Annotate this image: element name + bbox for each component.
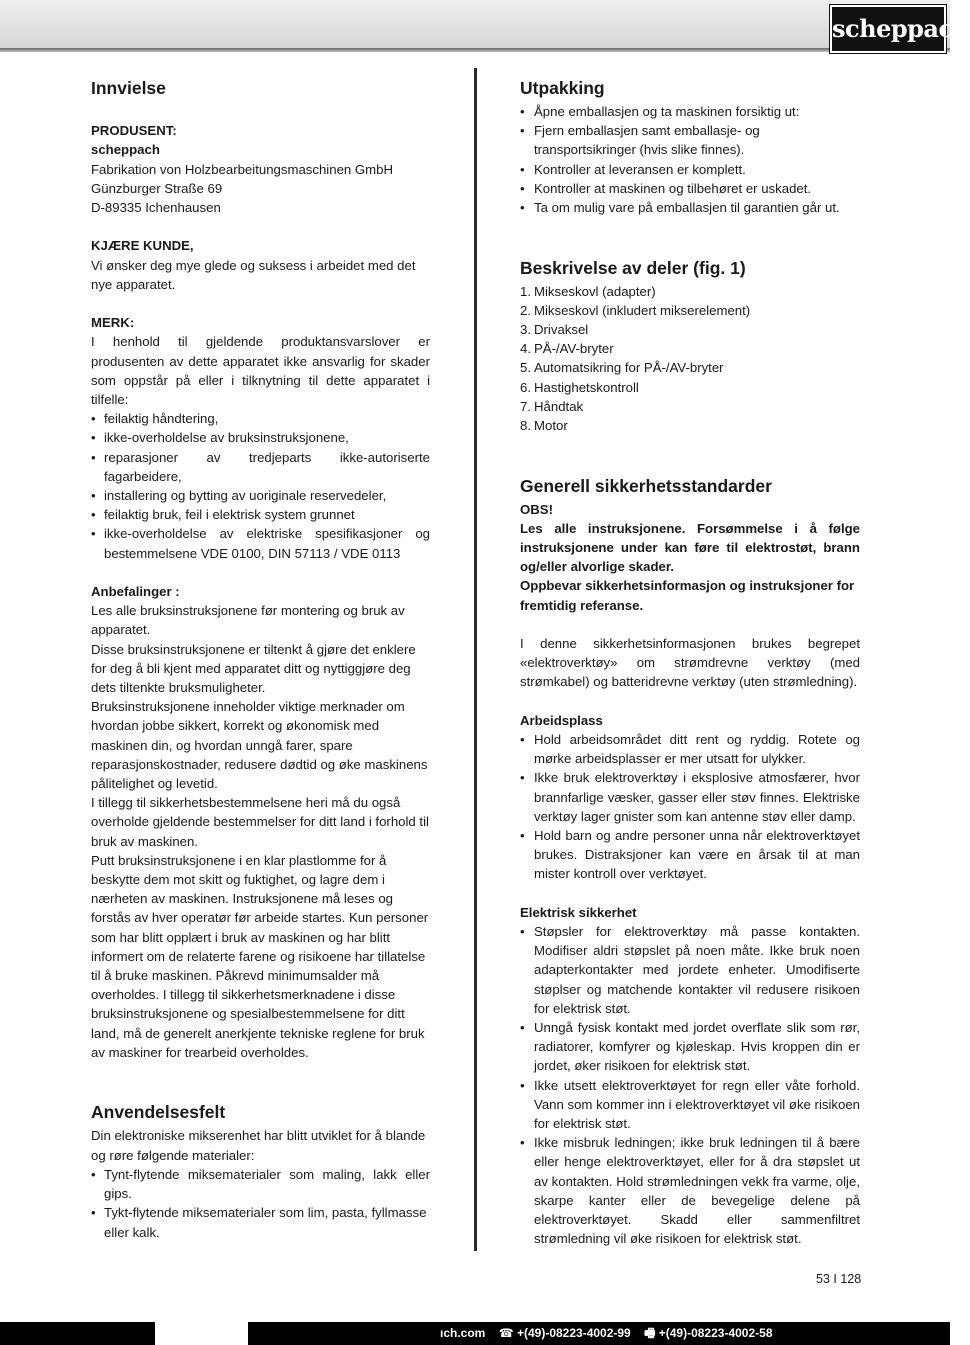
unpacking-heading: Utpakking [520, 78, 605, 98]
recommendation-paragraph: Les alle bruksinstruksjonene før montering og bruk av apparatet. [91, 603, 405, 638]
list-item: • Hold arbeidsområdet ditt rent og ryddig. Rotete og mørke arbeidsplasser er mer utsatt for ulykker. [520, 730, 860, 768]
list-item: • Kontroller at leveransen er komplett. [520, 160, 860, 179]
producer-label: PRODUSENT: [91, 123, 177, 139]
list-item: • Ikke utsett elektroverktøyet for regn eller våte forhold. Vann som kommer inn i elektroverktøyet vil øke risikoen for elektrisk støt. [520, 1076, 860, 1134]
list-item: • Støpsler for elektroverktøy må passe kontakten. Modifiser aldri støpslet på noen måte. Ikke bruk noen adapterkontakter med jordete enheter. Umodifiserte støplser og matchende kontakter vil redusere risikoen for elektrisk støt. [520, 922, 860, 1018]
parts-list [520, 282, 860, 436]
producer-name: scheppach [91, 142, 160, 158]
unpacking-list [520, 102, 860, 217]
list-item: • Ikke misbruk ledningen; ikke bruk ledningen til å bære eller henge elektroverktøyet, eller for å dra støpslet ut av kontakten. Hold strømledningen vekk fra varme, olje, skarpe kanter eller de bevegelige delene på elektroverktøyet. Skadd eller sammenfiltret strømledning vil øke risikoen for elektrisk støt. [520, 1133, 860, 1248]
page-number: 53 I 128 [816, 1272, 862, 1286]
workplace-label: Arbeidsplass [520, 712, 603, 728]
note-text: I henhold til gjeldende produktansvarslover er produsenten av dette apparatet ikke ansvarlig for skader som oppstår på eller i tilknytning til dette apparatet i tilfelle: [91, 334, 430, 407]
address-line: D-89335 Ichenhausen [91, 200, 221, 215]
list-item: • Hold barn og andre personer unna når elektroverktøyet brukes. Distraksjoner kan være en årsak til at man mister kontroll over verktøyet. [520, 826, 860, 884]
obs-label: OBS! [520, 501, 553, 517]
part-number: 7. [520, 398, 531, 414]
part-number: 2. [520, 302, 531, 318]
intro-heading: Innvielse [91, 78, 166, 98]
recommendation-paragraph: Bruksinstruksjonene inneholder viktige merknader om hvordan jobbe sikkert, korrekt og økonomisk med maskinen din, og hvordan unngå farer, spare reparasjonskostnader, redusere dødtid og øke maskinens pålitelighet og levetid. [91, 699, 428, 792]
use-text: Din elektroniske mikserenhet har blitt utviklet for å blande og røre følgende materialer: [91, 1128, 426, 1163]
list-item: • reparasjoner av tredjeparts ikke-autoriserte fagarbeidere, [91, 448, 430, 486]
footer-website: ıch.com [440, 1326, 486, 1340]
part-item [520, 378, 860, 397]
list-item: • Tykt-flytende miksematerialer som lim, pasta, fyllmasse eller kalk. [91, 1203, 430, 1241]
part-label: Mikseskovl (adapter) [534, 283, 656, 299]
part-number: 6. [520, 379, 531, 395]
part-label: Automatsikring for PÅ-/AV-bryter [534, 360, 724, 376]
footer-fax: 🖷 +(49)-08223-4002-58 [644, 1326, 773, 1340]
dear-customer-text: Vi ønsker deg mye glede og suksess i arbeidet med det nye apparatet. [91, 257, 416, 292]
list-item: • installering og bytting av uoriginale reservedeler, [91, 486, 430, 505]
part-label: Drivaksel [534, 322, 589, 338]
footer-contact [440, 1322, 783, 1345]
part-number: 4. [520, 341, 531, 357]
list-item: • Åpne emballasjen og ta maskinen forsiktig ut: [520, 102, 860, 121]
part-label: Håndtak [534, 398, 584, 414]
dear-customer-label: KJÆRE KUNDE, [91, 238, 194, 254]
list-item: • Tynt-flytende miksematerialer som maling, lakk eller gips. [91, 1165, 430, 1203]
footer-bar [0, 1322, 950, 1345]
part-number: 1. [520, 283, 531, 299]
right-column [520, 76, 860, 1249]
list-item: • feilaktig håndtering, [91, 409, 430, 428]
top-banner [0, 0, 950, 48]
use-list [91, 1165, 430, 1242]
part-number: 8. [520, 418, 531, 434]
list-item: • Ikke bruk elektroverktøy i eksplosive atmosfærer, hvor brannfarlige væsker, gasser eller støv finnes. Elektriske verktøy lager gnister som kan antenne støv eller damp. [520, 768, 860, 826]
use-heading: Anvendelsesfelt [91, 1102, 226, 1123]
part-item [520, 397, 860, 416]
recommendation-paragraph: Putt bruksinstruksjonene i en klar plastlomme for å beskytte dem mot skitt og fuktighet, og lagre dem i nærheten av maskinen. Instruksjonene må leses og forstås av hver operatør før arbeide startes. Kun personer som har blitt opplært i bruk av maskinen og har blitt informert om de relaterte farene og risikoene har tillatelse til å bruke maskinen. Påkrevd minimumsalder må overholdes. I tillegg til sikkerhetsmerknadene i disse bruksinstruksjonene og spesialbestemmelsene for ditt land, må de generelt anerkjente tekniske reglene for bruk av maskiner for trearbeid overholdes. [91, 852, 429, 1060]
part-item [520, 320, 860, 339]
part-number: 5. [520, 360, 531, 376]
recommendation-paragraph: I tillegg til sikkerhetsbestemmelsene heri må du også overholde gjeldende bestemmelser for ditt land i forhold til bruk av maskinen. [91, 795, 429, 849]
safety-heading: Generell sikkerhetsstandarder [520, 475, 772, 496]
recommendations-label: Anbefalinger : [91, 584, 180, 600]
top-banner-shadow [0, 48, 950, 52]
footer-white-block [155, 1322, 248, 1345]
part-label: Mikseskovl (inkludert mikserelement) [534, 302, 751, 318]
list-item: • ikke-overholdelse av elektriske spesifikasjoner og bestemmelsene VDE 0100, DIN 57113 / VDE 0113 [91, 524, 430, 562]
list-item: • Unngå fysisk kontakt med jordet overflate slik som rør, radiatorer, komfyrer og kjøleskap. Hvis kroppen din er jordet, øker risikoen for elektrisk støt. [520, 1018, 860, 1076]
workplace-list [520, 730, 860, 884]
list-item: • Fjern emballasjen samt emballasje- og transportsikringer (hvis slike finnes). [520, 121, 860, 159]
part-label: PÅ-/AV-bryter [534, 341, 614, 357]
footer-phone: ☎ +(49)-08223-4002-99 [498, 1326, 631, 1340]
brand-logo: scheppach [830, 5, 946, 53]
electric-safety-list [520, 922, 860, 1248]
safety-intro: I denne sikkerhetsinformasjonen brukes begrepet «elektroverktøy» om strømdrevne verktøy (med strømkabel) og batteridrevne verktøy (uten strømledning). [520, 636, 860, 690]
part-number: 3. [520, 322, 531, 338]
note-list [91, 409, 430, 563]
part-item [520, 339, 860, 358]
part-label: Motor [534, 418, 568, 434]
note-label: MERK: [91, 315, 135, 331]
part-label: Hastighetskontroll [534, 379, 639, 395]
part-item [520, 358, 860, 377]
address-line: Fabrikation von Holzbearbeitungsmaschinen GmbH [91, 161, 393, 177]
column-divider [474, 68, 477, 1251]
list-item: • Kontroller at maskinen og tilbehøret er uskadet. [520, 179, 860, 198]
part-item [520, 282, 860, 301]
list-item: • ikke-overholdelse av bruksinstruksjonene, [91, 428, 430, 447]
list-item: • feilaktig bruk, feil i elektrisk system grunnet [91, 505, 430, 524]
electric-safety-label: Elektrisk sikkerhet [520, 904, 637, 920]
part-item [520, 416, 860, 435]
left-column [91, 76, 430, 1242]
part-item [520, 301, 860, 320]
recommendation-paragraph: Disse bruksinstruksjonene er tiltenkt å gjøre det enklere for deg å bli kjent med apparatet ditt og nyttiggjøre deg dets tiltenkte bruksmuligheter. [91, 641, 416, 696]
list-item: • Ta om mulig vare på emballasjen til garantien går ut. [520, 198, 860, 217]
safety-warning: Oppbevar sikkerhetsinformasjon og instruksjoner for fremtidig referanse. [520, 578, 855, 613]
address-line: Günzburger Straße 69 [91, 180, 223, 196]
parts-heading: Beskrivelse av deler (fig. 1) [520, 257, 746, 278]
safety-warning: Les alle instruksjonene. Forsømmelse i å følge instruksjonene under kan føre til elektrostøt, brann og/eller alvorlige skader. [520, 520, 860, 575]
